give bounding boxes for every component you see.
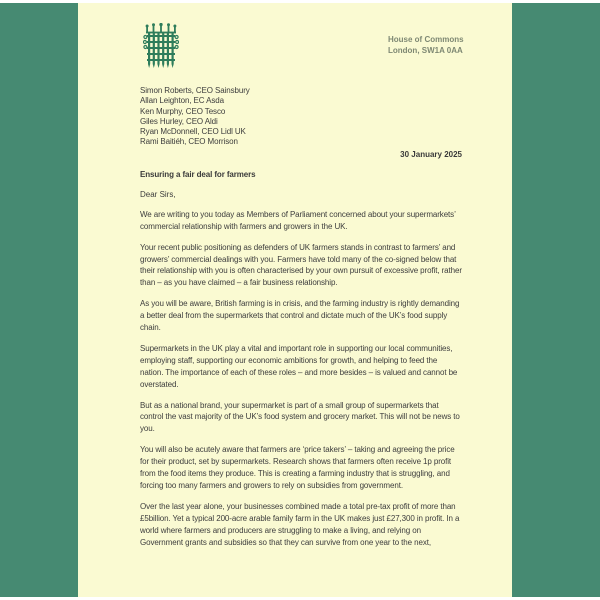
letterhead-address-line2: London, SW1A 0AA — [388, 46, 463, 55]
letterhead-address — [388, 34, 464, 56]
salutation: Dear Sirs, — [140, 189, 176, 199]
subject-line: Ensuring a fair deal for farmers — [140, 169, 256, 179]
letter-page — [78, 3, 512, 597]
recipient-line: Simon Roberts, CEO Sainsbury — [140, 86, 250, 95]
recipient-list — [140, 86, 462, 148]
house-of-commons-portcullis-icon — [143, 23, 179, 70]
body-paragraph: Your recent public positioning as defenders of UK farmers stands in contrast to farmers’ and growers’ commercial dealings with you. Farmers have told many of the co-signed below that their relationship with you is often characterised by your own pursuit of excessive profit, rather than – as you have claimed – a fair business relationship. — [140, 242, 462, 288]
body-paragraph: We are writing to you today as Members of Parliament concerned about your supermarkets’ commercial relationship with farmers and growers in the UK. — [140, 209, 456, 231]
recipient-line: Ryan McDonnell, CEO Lidl UK — [140, 127, 246, 137]
recipient-line: Ken Murphy, CEO Tesco — [140, 106, 226, 116]
letter-date: 30 January 2025 — [400, 149, 462, 159]
body-paragraph: Supermarkets in the UK play a vital and important role in supporting our local communities, employing staff, supporting our economic ambitions for growth, and helping to feed the nation. The importance of each of these roles – and more besides – is valued and cannot be overstated. — [140, 343, 458, 389]
body-paragraph: Over the last year alone, your businesses combined made a total pre-tax profit of more than £5billion. Yet a typical 200-acre arable family farm in the UK makes just £27,300 in profit. In a world where farmers and producers are struggling to make a living, and relying on Government grants and subsidies so that they can survive from one year to the next, — [140, 501, 460, 547]
recipient-line: Rami Baitiéh, CEO Morrison — [140, 137, 238, 147]
body-paragraph: But as a national brand, your supermarket is part of a small group of supermarkets that control the vast majority of the UK’s food system and grocery market. This will not be news to you. — [140, 400, 460, 434]
letterhead-address-line1: House of Commons — [388, 35, 464, 44]
recipient-line: Allan Leighton, EC Asda — [140, 96, 224, 106]
body-paragraph: You will also be acutely aware that farmers are ‘price takers’ – taking and agreeing the price for their product, set by supermarkets. Research shows that farmers often receive 1p profit from the food items they produce. This is creating a farming industry that is struggling, and forcing too many farmers and growers to rely on subsidies from government. — [140, 445, 455, 490]
recipient-line: Giles Hurley, CEO Aldi — [140, 116, 218, 126]
letter-body — [140, 86, 462, 549]
body-paragraph: As you will be aware, British farming is in crisis, and the farming industry is rightly demanding a better deal from the supermarkets that control and dictate much of the UK’s food supply chain. — [140, 299, 460, 333]
letterhead — [78, 3, 512, 86]
